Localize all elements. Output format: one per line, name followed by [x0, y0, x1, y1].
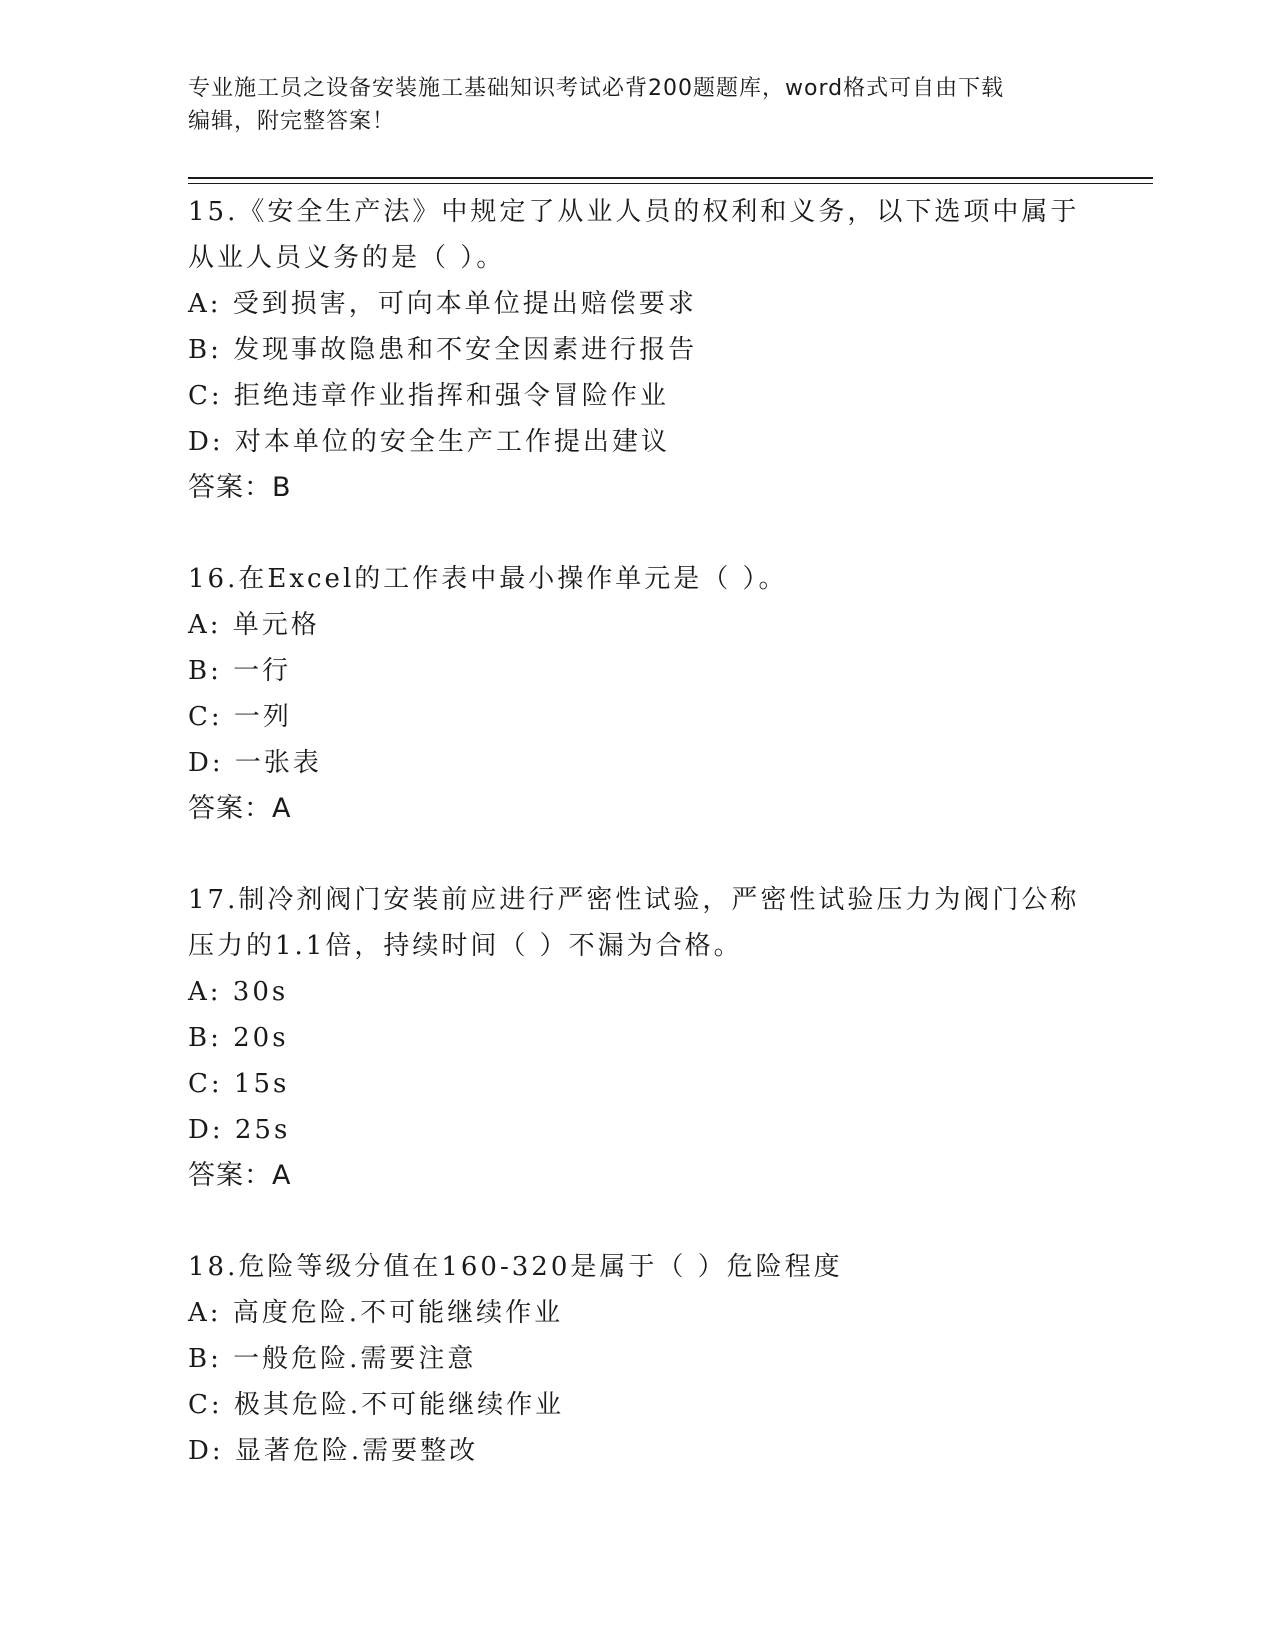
option-c: C: 极其危险.不可能继续作业 — [188, 1390, 565, 1420]
option-d: D: 一张表 — [188, 748, 322, 778]
option-b: B: 20s — [188, 1023, 289, 1053]
header-divider-thick — [188, 177, 1153, 179]
option-a: A: 高度危险.不可能继续作业 — [188, 1298, 564, 1328]
option-d: D: 对本单位的安全生产工作提出建议 — [188, 427, 670, 457]
question-16 — [188, 556, 1088, 832]
option-b: B: 一般危险.需要注意 — [188, 1344, 477, 1374]
option-c: C: 一列 — [188, 702, 292, 732]
question-stem: 17.制冷剂阀门安装前应进行严密性试验，严密性试验压力为阀门公称 — [188, 885, 1080, 915]
question-stem: 16.在Excel的工作表中最小操作单元是（ ）。 — [188, 564, 788, 594]
option-c: C: 15s — [188, 1069, 290, 1099]
option-a: A: 30s — [188, 977, 289, 1007]
option-a: A: 受到损害，可向本单位提出赔偿要求 — [188, 289, 697, 319]
question-18 — [188, 1244, 1088, 1474]
answer: 答案：A — [188, 793, 292, 824]
answer: 答案：B — [188, 472, 292, 503]
question-stem: 压力的1.1倍，持续时间（ ）不漏为合格。 — [188, 931, 743, 961]
question-stem: 15.《安全生产法》中规定了从业人员的权利和义务，以下选项中属于 — [188, 197, 1080, 227]
document-header — [188, 72, 1088, 138]
question-15 — [188, 189, 1088, 511]
option-c: C: 拒绝违章作业指挥和强令冒险作业 — [188, 381, 669, 411]
answer: 答案：A — [188, 1160, 292, 1191]
header-line-2: 编辑，附完整答案！ — [188, 109, 396, 134]
option-d: D: 25s — [188, 1115, 291, 1145]
header-line-1: 专业施工员之设备安装施工基础知识考试必背200题题库，word格式可自由下载 — [188, 76, 1005, 101]
header-divider-thin — [188, 183, 1153, 184]
question-stem: 18.危险等级分值在160-320是属于（ ）危险程度 — [188, 1252, 843, 1282]
question-stem: 从业人员义务的是（ ）。 — [188, 243, 506, 273]
option-b: B: 发现事故隐患和不安全因素进行报告 — [188, 335, 698, 365]
question-list — [188, 189, 1088, 1519]
option-b: B: 一行 — [188, 656, 292, 686]
question-17 — [188, 877, 1088, 1199]
option-d: D: 显著危险.需要整改 — [188, 1436, 479, 1466]
option-a: A: 单元格 — [188, 610, 320, 640]
